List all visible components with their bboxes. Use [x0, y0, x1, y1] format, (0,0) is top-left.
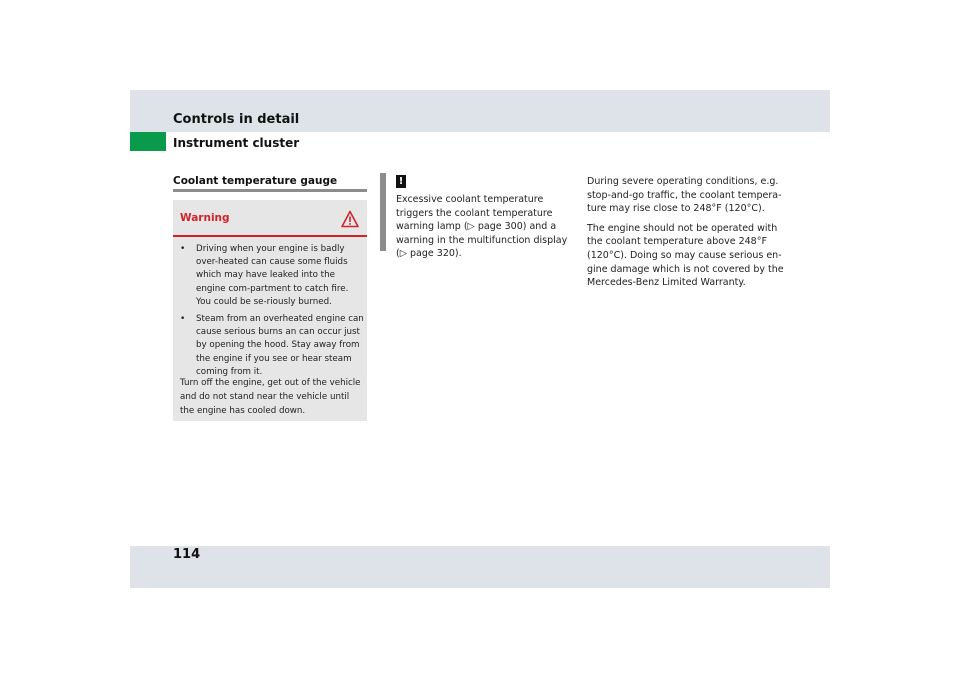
- warning-list: [180, 243, 364, 383]
- footer-band: [130, 546, 830, 588]
- warning-box: [173, 200, 367, 421]
- paragraph: During severe operating conditions, e.g. stop-and-go traffic, the coolant tempera-ture may rise close to 248°F (120°C).: [587, 176, 782, 215]
- heading-rule: [173, 189, 367, 192]
- note-text: Excessive coolant temperature triggers the coolant temperature warning lamp (▷ page 300) and a warning in the multifunction display (▷ page 320).: [396, 194, 568, 260]
- warning-triangle-icon: [341, 210, 359, 228]
- exclamation-icon: !: [396, 175, 406, 188]
- warning-bullet-text: Driving when your engine is badly over-heated can cause some fluids which may have leaked into the engine com-partment to catch fire. You could be se-riously burned.: [196, 244, 349, 307]
- warning-bullet-item: [180, 313, 364, 379]
- bullet-icon: •: [180, 314, 186, 325]
- section-title: Controls in detail: [173, 112, 300, 127]
- header-accent-tab: [130, 132, 166, 151]
- note-bar: [380, 173, 386, 251]
- page-number: 114: [173, 547, 201, 562]
- right-column: [587, 175, 787, 296]
- bullet-icon: •: [180, 244, 186, 254]
- paragraph: The engine should not be operated with the coolant temperature above 248°F (120°C). Doing so may cause serious en-gine damage which is not covered by the Mercedes-Benz Limited Warranty.: [587, 222, 784, 289]
- warning-bullet-text: Steam from an overheated engine can cause serious burns an can occur just by opening the hood. Stay away from the engine if you see or hear steam coming from it.: [196, 314, 364, 377]
- column-heading: Coolant temperature gauge: [173, 175, 338, 187]
- warning-footer: Turn off the engine, get out of the vehicle and do not stand near the vehicle until the engine has cooled down.: [180, 378, 361, 416]
- warning-rule: [173, 235, 367, 237]
- warning-bullet-item: [180, 243, 364, 309]
- warning-title: Warning: [180, 212, 230, 224]
- subsection-title: Instrument cluster: [173, 136, 300, 150]
